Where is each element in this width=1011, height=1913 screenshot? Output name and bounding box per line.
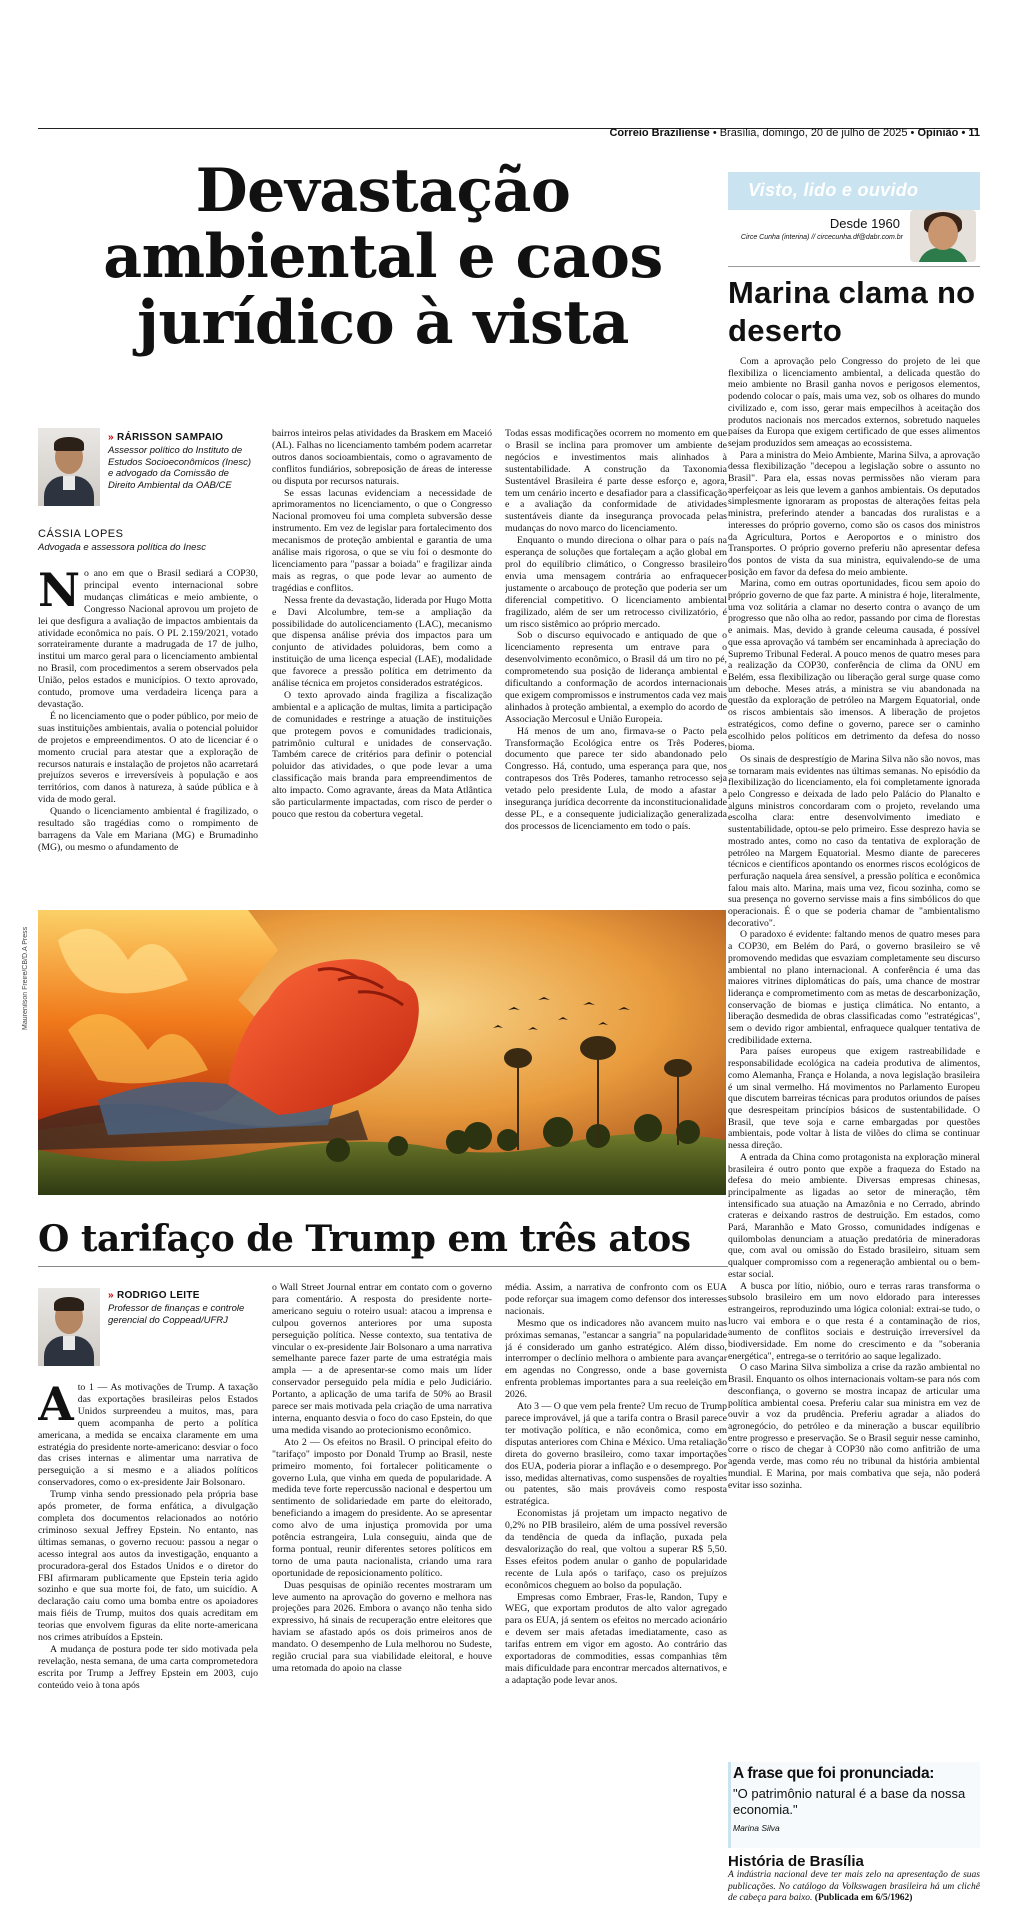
masthead <box>600 127 980 139</box>
article-1-column-2 <box>272 428 492 902</box>
column-rule <box>728 266 980 267</box>
author-photo-rarisson <box>38 428 100 506</box>
paragraph: Marina, como em outras oportunidades, ficou sem apoio do próprio governo de que faz parte. A ministra é hoje, literalmente, uma voz solitária a clamar no deserto contra o avanço de um progresso que não olha ao redor, passando por cima de florestas e animais. Mas, devido à grande celeuma causada, é possível que essa aprovação vá também ser encaminhada à apreciação do Supremo Tribunal Federal. A pouco menos de quatro meses para a realização da COP30, conferência de clima da ONU em Belém, essa flexibilização ou liberação geral surge quase como um deboche. Meses atrás, a ministra se viu abandonada na questão da exploração de petróleo na Margem Equatorial, onde os riscos ambientais são imensos. A liberação de projetos estratégicos, como define o governo, parece ser o caminho escolhido pelos políticos em detrimento da defesa do nosso bioma. <box>728 578 980 754</box>
author-role: Professor de finanças e controle gerencial do Coppead/UFRJ <box>108 1303 245 1326</box>
coauthor-block <box>38 528 258 553</box>
author-role: Assessor político do Instituto de Estudos Socioeconômicos (Inesc) e advogado da Comissão de Direito Ambiental da OAB/CE <box>108 445 252 491</box>
paragraph: Se essas lacunas evidenciam a necessidade de aprimoramentos no licenciamento, o que o Congresso Nacional promoveu foi uma completa subversão desse instrumento. Em vez de legislar para fortalecimento dos mecanismos de proteção ambiental e garantia de uma análise mais rigorosa, o que se viu foi o desmonte do licenciamento para "passar a boiada" e fragilizar ainda mais as regras, o que pode levar ao aumento de tragédias e conflitos. <box>272 487 492 594</box>
paragraph: A mudança de postura pode ter sido motivada pela revelação, nesta semana, de uma carta comprometedora escrita por Trump a Jeffrey Epstein em 2003, cujo conteúdo veio à tona após <box>38 1643 258 1691</box>
place-date: • Brasília, domingo, 20 de julho de 2025 • <box>712 127 915 139</box>
paragraph: Todas essas modificações ocorrem no momento em que o Brasil se inclina para promover um ambiente de negócios e investimentos mais alinhados à sustentabilidade. A construção da Taxonomia Sustentável Brasileira é parte desse esforço e, agora, tem um cenário incerto e desafiador para a classificação e a avaliação da conformidade de atividades sustentáveis diante da insegurança provocada pelas mudanças do novo marco do licenciamento. <box>505 428 727 535</box>
paragraph: Ato 3 — O que vem pela frente? Um recuo de Trump parece improvável, já que a tarifa contra o Brasil parece ter motivação política, e não econômica, como em disputas anteriores com China e México. Uma retaliação direta do governo brasileiro, como taxar importações dos EUA, poderia piorar a inflação e o desemprego. Por isso, medidas alternativas, como suspensões de royalties ou patentes, são mais prováveis como resposta estratégica. <box>505 1401 727 1508</box>
paragraph: É no licenciamento que o poder público, por meio de suas instituições ambientais, avalia o potencial poluidor de projetos e empreendimentos. O ato de licenciar é o momento crucial para atestar que a exploração de recursos naturais e instalação de projetos não acarretará prejuízos severos e irreversíveis à população e aos territórios, com danos à natureza, à saúde pública e à vida de modo geral. <box>38 710 258 806</box>
page-number: • 11 <box>961 127 980 139</box>
drop-cap: N <box>38 568 81 617</box>
paragraph: Para países europeus que exigem rastreabilidade e responsabilidade ecológica na cadeia produtiva de alimentos, como Alemanha, França e Holanda, a nova legislação brasileira é um sinal vermelho. Há movimentos no Parlamento Europeu que discutem barreiras técnicas para produtos oriundos de países que desrespeitam princípios básicos de sustentabilidade. O Brasil, que teve soja e carne embargadas por questões ambientais, pode voltar à lista de vilões do clima se continuar nessa direção. <box>728 1046 980 1152</box>
author-block-1 <box>108 432 258 491</box>
paragraph: Sob o discurso equivocado e antiquado de que o licenciamento representa um entrave para o desenvolvimento econômico, o Brasil dá um tiro no pé, comprometendo sua posição de liderança ambiental e dificultando a conformação de acordos internacionais que exigem compromissos e instrumentos cada vez mais alinhados à proteção ambiental, a exemplo do acordo de Associação Mercosul e União Europeia. <box>505 630 727 725</box>
paragraph: O paradoxo é evidente: faltando menos de quatro meses para a COP30, em Belém do Pará, o governo brasileiro se vê promovendo medidas que esvaziam completamente seu discurso ambiental no plano internacional. A conferência é uma das maiores vitrines diplomáticas do país, uma chance de mostrar liderança e comprometimento com as metas de descarbonização, conservação de biomas e justiça climática. No entanto, a liberação desmedida de obras classificadas como "estratégicas", sem o devido rigor ambiental, enfraquece qualquer tentativa de credibilidade externa. <box>728 929 980 1046</box>
paragraph: Enquanto o mundo direciona o olhar para o país na esperança de soluções que fortaleçam a ação global em prol do equilíbrio climático, o Congresso brasileiro envia uma mensagem contrária ao enfraquecer justamente o arcabouço de proteção que poderia ser um diferencial competitivo. O licenciamento ambiental fragilizado, além de ser um retrocesso civilizatório, é um risco sistêmico ao próprio mercado. <box>505 535 727 630</box>
quote-author: Marina Silva <box>733 1823 780 1833</box>
illustration-fist-fire <box>38 910 726 1195</box>
paragraph: Há menos de um ano, firmava-se o Pacto pela Transformação Ecológica entre os Três Poderes, documento que parece ter sido abandonado pelo Congresso. Há, contudo, uma esperança para que, nos contrapesos dos Três Poderes, tamanho retrocesso seja vetado pelo presidente Lula, de modo a afastar a insegurança jurídica decorrente da inconstitucionalidade desse PL, e a consequente judicialização generalizada dos processos de licenciamento em todo o país. <box>505 725 727 832</box>
author-photo-rodrigo <box>38 1288 100 1366</box>
article-2-rule <box>38 1266 728 1267</box>
paragraph: Para a ministra do Meio Ambiente, Marina Silva, a aprovação dessa flexibilização "decepou a legislação sobre o assunto no Brasil". Para ela, essas novas permissões não vieram para aperfeiçoar as leis que levem a ganhos ambientais. Os deputados simplesmente ignoraram as propostas de alterações feitas pela ministra, preferindo atender a bancadas dos ruralistas e a interesses do próprio governo, como são os casos dos ministros da Agricultura, Portos e Aeroportos e o ministro dos Transportes. O próprio governo preferiu não apresentar defesa dos pontos de vista da sua ministra, equivalendo-se de uma posição em favor da defesa do meio ambiente. <box>728 449 980 578</box>
article-2-column-2 <box>272 1282 492 1848</box>
paragraph: Nessa frente da devastação, liderada por Hugo Motta e Davi Alcolumbre, tem-se a ampliação da possibilidade do autolicenciamento (LAC), mecanismo que dispensa análise prévia dos impactos para um conjunto de atividades poluidoras, bem como a instituição de uma licença especial (LAE), modalidade que favorece a pressão política em detrimento da análise técnica em projetos considerados estratégicos. <box>272 594 492 690</box>
history-text <box>728 1870 980 1905</box>
quote-text: "O patrimônio natural é a base da nossa economia." <box>733 1786 966 1817</box>
paragraph: O caso Marina Silva simboliza a crise da razão ambiental no Brasil. Enquanto os olhos internacionais voltam-se para nós com desconfiança, o governo se mostra incapaz de articular uma política ambiental coesa. Preferiu calar sua ministra em vez de ouvir a voz da prudência. Preferiu agradar a aliados do agronegócio, do petróleo e da mineração a buscar equilíbrio entre progresso e preservação. Se o Brasil seguir nesse caminho, corre o risco de chegar à COP30 não como anfitrião de uma agenda verde, mas como réu no tribunal da história ambiental mundial. E Marina, por mais combativa que seja, não poderá evitar isso sozinha. <box>728 1362 980 1491</box>
paragraph: Ato 1 — As motivações de Trump. A taxação das exportações brasileiras pelos Estados Unidos surpreendeu a muitos, mas, para quem acompanha de perto a política americana, a medida se encaixa claramente em uma estratégia do presidente norte-americano: desviar o foco das crises internas e alimentar uma narrativa de perseguição a si mesmo e a aliados políticos conservadores, como o ex-presidente Jair Bolsonaro. <box>38 1382 258 1489</box>
photo-credit: Maurenilson Freire/CB/D.A Press <box>22 926 29 1030</box>
article-2-title: O tarifaço de Trump em três atos <box>38 1218 691 1260</box>
paragraph: Com a aprovação pelo Congresso do projeto de lei que flexibiliza o licenciamento ambiental, a delicada questão do meio ambiente no Brasil ganha novos e perigosos elementos, podendo colocar o país, mais uma vez, sob os olhares do mundo civilizado e, com isso, gerar mais empecilhos à aceitação dos produtos nacionais nos mercados externos, sobretudo naqueles países da Europa que exigem certificado de que esses alimentos sejam produzidos sem ameaças ao ecossistema. <box>728 356 980 449</box>
column-since: Desde 1960 <box>829 216 900 231</box>
paragraph: A entrada da China como protagonista na exploração mineral brasileira é outro ponto que expõe a fraqueza do Estado na defesa do meio ambiente. Diversas empresas chinesas, principalmente as ligadas ao setor de mineração, têm intensificado sua atuação na Amazônia e no Cerrado, abrindo crateras e deixando rastros de destruição. Em estados, como Pará, Maranhão e Mato Grosso, comunidades indígenas e quilombolas denunciam a atuação predatória de mineradoras que, com aval ou omissão do Estado brasileiro, situam sem qualquer compromisso com a regeneração ambiental ou o bem-estar social. <box>728 1151 980 1280</box>
history-title: História de Brasília <box>728 1853 864 1870</box>
article-1-column-1 <box>38 568 258 902</box>
paragraph: No ano em que o Brasil sediará a COP30, principal evento internacional sobre mudanças climáticas e meio ambiente, o Congresso Nacional aprovou um projeto de lei que desfigura a avaliação de impactos ambientais da atividade econômica no país. O PL 2.159/2021, votado sorrateiramente durante a madrugada de 17 de julho, institui um marco geral para o licenciamento ambiental no Brasil, com procedimentos a serem observados pela União, pelos estados e municípios. O texto aprovado, contudo, promove uma verdadeira licença para a devastação. <box>38 568 258 710</box>
quote-title: A frase que foi pronunciada: <box>733 1765 935 1782</box>
article-2-column-3 <box>505 1282 727 1848</box>
paragraph: média. Assim, a narrativa de confronto com os EUA pode reforçar sua imagem como defensor dos interesses nacionais. <box>505 1282 727 1317</box>
article-1-column-3 <box>505 428 727 902</box>
author-block-2 <box>108 1290 258 1326</box>
article-2-column-1 <box>38 1382 258 1848</box>
coauthor-name: CÁSSIA LOPES <box>38 528 124 540</box>
author-name: » RODRIGO LEITE <box>108 1290 258 1301</box>
paragraph: Os sinais de desprestígio de Marina Silva não são novos, mas se tornaram mais evidentes nas últimas semanas. No episódio da flexibilização do licenciamento, ela foi completamente ignorada pelo Congresso e deixada de lado pelo Palácio do Planalto e alguns ministros concordaram com o projeto, revelando uma escolha clara: entre desenvolvimento imediato e sustentabilidade, optou-se pelo primeiro. Esse desprezo havia se mostrado antes, como no caso da tentativa de exploração de petróleo na Margem Equatorial. Mesmo diante de pareceres técnicos e científicos apontando os enormes riscos ecológicos de perfuração naquela área sensível, a pressão política e econômica falou mais alto. Marina, mais uma vez, ficou sozinha, como se sua presença no governo servisse mais a fins simbólicos do que operacionais. É o que se poderia chamar de "ambientalismo decorativo". <box>728 753 980 929</box>
paragraph: Quando o licenciamento ambiental é fragilizado, o resultado são tragédias como o rompimento de barragens da Vale em Mariana (MG) e Brumadinho (MG), ou mesmo o afundamento de <box>38 806 258 853</box>
paragraph: bairros inteiros pelas atividades da Braskem em Maceió (AL). Falhas no licenciamento também podem acarretar outros danos socioambientais, como o agravamento de conflitos fundiários, sobreposição de áreas de interesse ou disputa por recursos naturais. <box>272 428 492 487</box>
section-name: Opinião <box>917 127 959 139</box>
paragraph: Trump vinha sendo pressionado pela própria base após prometer, de forma enfática, a divulgação completa dos documentos relacionados ao notório criminoso sexual Jeffrey Epstein. No entanto, nas últimas semanas, o governo recuou: passou a negar o acesso integral aos autos da investigação, enquanto a procuradora-geral dos Estados Unidos e o diretor do FBI afirmaram publicamente que Epstein teria agido sozinho e que sua morte foi, de fato, um suicídio. A declaração caiu como uma bomba entre os apoiadores mais fiéis de Trump, muitos dos quais acreditam em teorias que envolvem figuras da elite norte-americana nos crimes atribuídos a Epstein. <box>38 1489 258 1644</box>
paragraph: Empresas como Embraer, Fras-le, Randon, Tupy e WEG, que exportam produtos de alto valor agregado para os EUA, já sentem os efeitos no mercado acionário e devem ser mais afetadas imediatamente, caso as tarifas entrem em vigor em agosto. Ao contrário das exportadoras de commodities, essas companhias têm mais dificuldade para encontrar mercados alternativos, e a adaptação pode levar anos. <box>505 1591 727 1686</box>
paragraph: Economistas já projetam um impacto negativo de 0,2% no PIB brasileiro, além de uma possível reversão da tendência de queda da inflação, puxada pela desvalorização do real, que voltou a superar R$ 5,50. Esses efeitos podem anular o ganho de popularidade recente de Lula após o tarifaço, caso os prejuízos econômicos cheguem ao bolso da população. <box>505 1508 727 1591</box>
fire-fist-illustration <box>38 910 726 1195</box>
paper-name: Correio Braziliense <box>609 127 710 139</box>
history-publication: (Publicada em 6/5/1962) <box>814 1893 913 1903</box>
paragraph: Duas pesquisas de opinião recentes mostraram um leve aumento na aprovação do governo e melhora nas projeções para 2026. Embora o avanço não tenha sido expressivo, há sinais de recuperação entre eleitores que haviam se afastado após os dois primeiros anos de mandato. O desempenho de Lula melhorou no Sudeste, região crucial para sua viabilidade eleitoral, e houve uma retomada do apoio na classe <box>272 1579 492 1674</box>
column-title: Marina clama no deserto <box>728 275 976 348</box>
paragraph: O texto aprovado ainda fragiliza a fiscalização ambiental e a aplicação de multas, limita a participação de comunidades e restringe a atuação de instituições que protegem povos e comunidades tradicionais, patrimônio cultural e unidades de conservação. Também carece de critérios para definir o potencial poluidor das atividades, o que pode levar a uma classificação mais branda para empreendimentos de alto impacto. Como agravante, áreas da Mata Atlântica são particularmente impactadas, com risco de perder o pouco que restou da cobertura vegetal. <box>272 689 492 820</box>
paragraph: A busca por lítio, nióbio, ouro e terras raras transforma o subsolo brasileiro em um novo eldorado para interesses estrangeiros, reproduzindo uma lógica colonial: extrai-se tudo, o lucro vai embora e o que resta é a contaminação de rios, aumento de conflitos sociais e destruição irreversível da biodiversidade. Em nome do crescimento e da "soberania energética", entrega-se o território ao saque legalizado. <box>728 1280 980 1362</box>
paragraph: o Wall Street Journal entrar em contato com o governo para comentário. A resposta do presidente norte-americano seguiu o roteiro usual: atacou a imprensa e culpou governos anteriores por uma suposta perseguição política. Nesse contexto, sua tentativa de vincular o ex-presidente Jair Bolsonaro a uma narrativa semelhante parece fazer parte de uma estratégia mais ampla — a de apresentar-se como mais um líder conservador perseguido pela mídia e pelo Judiciário. Portanto, a aplicação de uma tarifa de 50% ao Brasil parece ser mais motivada pela criação de uma narrativa interna, enquanto desvia o foco do caso Epstein, do que uma medida visando ao protecionismo econômico. <box>272 1282 492 1436</box>
article-1-title: Devastação ambiental e caos jurídico à vista <box>103 156 663 358</box>
author-name: » RÁRISSON SAMPAIO <box>108 432 258 443</box>
history-body: A indústria nacional deve ter mais zelo na apresentação de suas publicações. No catálogo da Volkswagen brasileira há um clichê de cabeça para baixo. <box>728 1870 980 1903</box>
drop-cap: A <box>38 1382 74 1431</box>
paragraph: Ato 2 — Os efeitos no Brasil. O principal efeito do "tarifaço" imposto por Donald Trump ao Brasil, neste primeiro momento, foi fortalecer politicamente o governo Lula, que vinha em queda de popularidade. A medida teve forte repercussão nacional e despertou um sentimento de solidariedade em parte do eleitorado, beneficiando a imagem do presidente. Ao se apresentar como alvo de uma injustiça promovida por uma potência estrangeira, Lula conseguiu, ainda que de forma pontual, reunir diferentes setores políticos em torno de uma pauta nacionalista, criando uma rara oportunidade de reposicionamento político. <box>272 1436 492 1579</box>
columnist-photo <box>910 210 976 262</box>
paragraph: Mesmo que os indicadores não avancem muito nas próximas semanas, "estancar a sangria" na popularidade já é considerado um ganho estratégico. Além disso, interromper o declínio melhora o ambiente para avançar em agendas no Congresso, onde a base governista enfrenta problemas importantes para a sua reeleição em 2026. <box>505 1317 727 1401</box>
column-contact: Circe Cunha (interina) // circecunha.df@dabr.com.br <box>740 234 903 241</box>
column-body <box>728 356 980 1756</box>
coauthor-role: Advogada e assessora política do Inesc <box>38 542 206 553</box>
column-banner-title: Visto, lido e ouvido <box>748 180 919 200</box>
